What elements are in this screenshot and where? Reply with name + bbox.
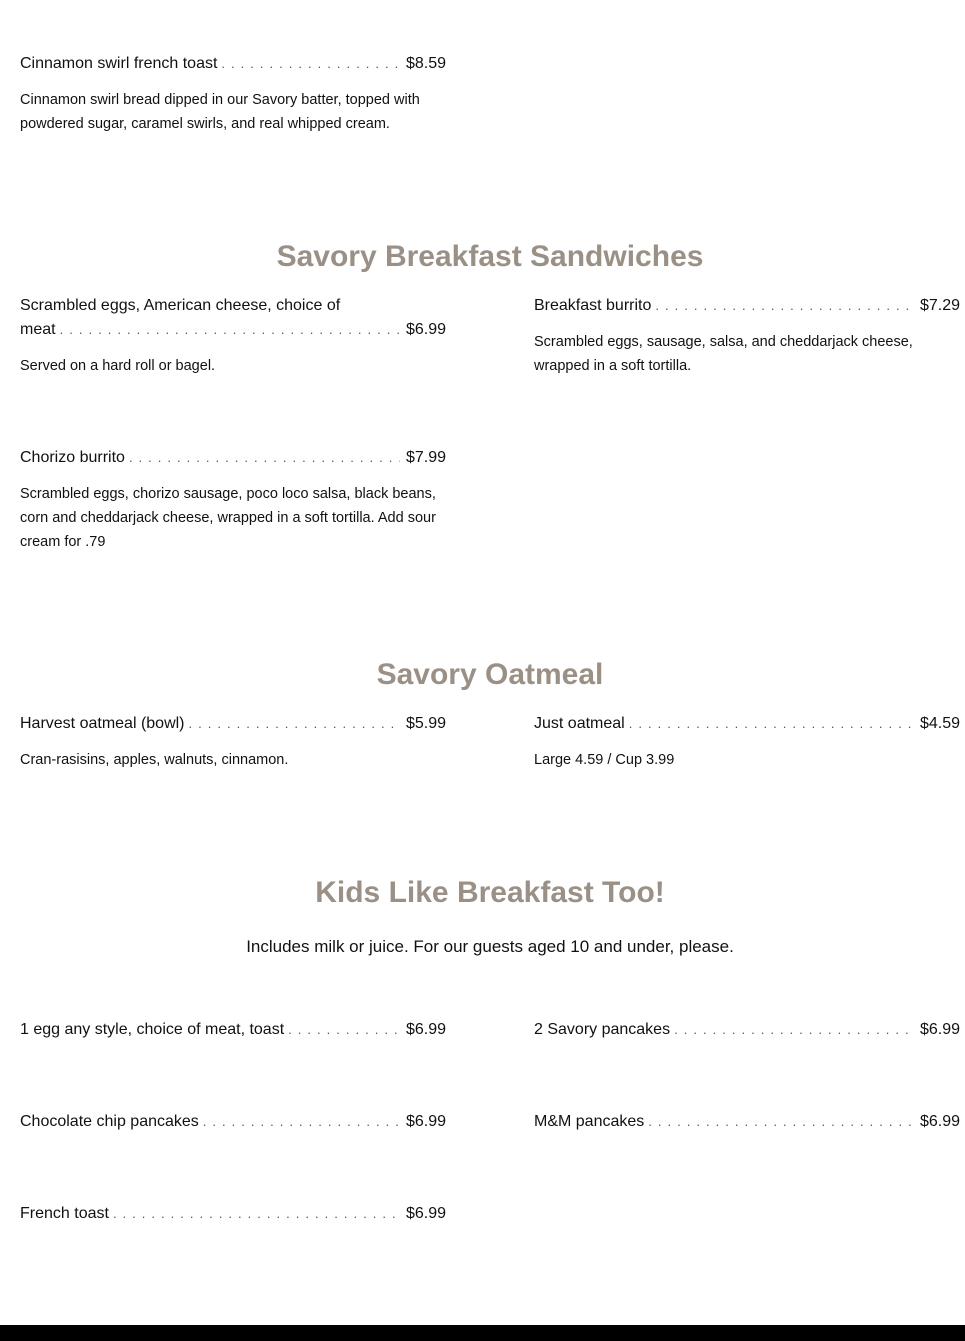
item-description: Scrambled eggs, sausage, salsa, and cheddarjack cheese, wrapped in a soft tortilla. xyxy=(534,334,913,374)
dot-leader xyxy=(113,1202,400,1226)
item-description: Scrambled eggs, chorizo sausage, poco loco salsa, black beans, corn and cheddarjack cheese, wrapped in a soft tortilla. Add sour cream for .79 xyxy=(20,486,436,550)
menu-item-kids-egg xyxy=(20,1018,446,1042)
menu-item-kids-savory-pancakes xyxy=(534,1018,960,1042)
item-price: $6.99 xyxy=(405,321,446,338)
item-line xyxy=(534,712,960,736)
item-price: $6.99 xyxy=(405,1205,446,1222)
item-line xyxy=(20,712,446,736)
item-name: Cinnamon swirl french toast xyxy=(20,55,218,72)
item-name: Chocolate chip pancakes xyxy=(20,1113,199,1130)
item-line xyxy=(20,1018,446,1042)
item-line xyxy=(534,294,960,318)
dot-leader xyxy=(221,52,400,76)
dot-leader xyxy=(629,712,914,736)
menu-item-chorizo-burrito xyxy=(20,446,446,554)
dot-leader xyxy=(189,712,400,736)
item-line xyxy=(534,1018,960,1042)
item-price: $6.99 xyxy=(405,1113,446,1130)
dot-leader xyxy=(288,1018,400,1042)
item-description: Served on a hard roll or bagel. xyxy=(20,358,216,374)
menu-item-harvest-oatmeal xyxy=(20,712,446,772)
item-name: 2 Savory pancakes xyxy=(534,1021,671,1038)
dot-leader xyxy=(60,318,400,342)
item-name: Chorizo burrito xyxy=(20,449,125,466)
dot-leader xyxy=(203,1110,400,1134)
item-description: Large 4.59 / Cup 3.99 xyxy=(534,752,675,768)
item-name: Breakfast burrito xyxy=(534,297,652,314)
item-line xyxy=(20,1202,446,1226)
item-description: Cinnamon swirl bread dipped in our Savory batter, topped with powdered sugar, caramel swirls, and real whipped cream. xyxy=(20,92,420,132)
item-price: $7.99 xyxy=(405,449,446,466)
item-name: Harvest oatmeal (bowl) xyxy=(20,715,185,732)
item-price: $7.29 xyxy=(919,297,960,314)
dot-leader xyxy=(129,446,400,470)
item-line xyxy=(534,1110,960,1134)
menu-item-breakfast-burrito xyxy=(534,294,960,378)
item-line xyxy=(20,1110,446,1134)
footer-bar xyxy=(0,1325,965,1341)
item-price: $5.99 xyxy=(405,715,446,732)
menu-item-scrambled-eggs-sandwich xyxy=(20,294,446,378)
item-name: Just oatmeal xyxy=(534,715,625,732)
item-price: $6.99 xyxy=(919,1021,960,1038)
dot-leader xyxy=(655,294,914,318)
item-description: Cran-rasisins, apples, walnuts, cinnamon. xyxy=(20,752,289,768)
item-name-line1: Scrambled eggs, American cheese, choice of xyxy=(20,297,341,314)
item-line xyxy=(20,446,446,470)
menu-item-kids-chocolate-chip-pancakes xyxy=(20,1110,446,1134)
menu-item-kids-mm-pancakes xyxy=(534,1110,960,1134)
item-name: French toast xyxy=(20,1205,109,1222)
dot-leader xyxy=(648,1110,914,1134)
item-price: $6.99 xyxy=(919,1113,960,1130)
section-title-oatmeal: Savory Oatmeal xyxy=(376,658,604,691)
section-subtitle-kids: Includes milk or juice. For our guests aged 10 and under, please. xyxy=(246,937,734,956)
menu-item-cinnamon-swirl-french-toast xyxy=(20,52,446,136)
item-name: meat xyxy=(20,321,56,338)
item-price: $4.59 xyxy=(919,715,960,732)
section-title-sandwiches: Savory Breakfast Sandwiches xyxy=(276,240,704,273)
menu-item-kids-french-toast xyxy=(20,1202,446,1226)
section-title-kids: Kids Like Breakfast Too! xyxy=(315,876,665,909)
item-name: M&M pancakes xyxy=(534,1113,645,1130)
item-line xyxy=(20,52,446,76)
menu-item-just-oatmeal xyxy=(534,712,960,772)
item-name: 1 egg any style, choice of meat, toast xyxy=(20,1021,285,1038)
item-price: $6.99 xyxy=(405,1021,446,1038)
item-price: $8.59 xyxy=(405,55,446,72)
item-line xyxy=(20,318,446,342)
dot-leader xyxy=(674,1018,914,1042)
